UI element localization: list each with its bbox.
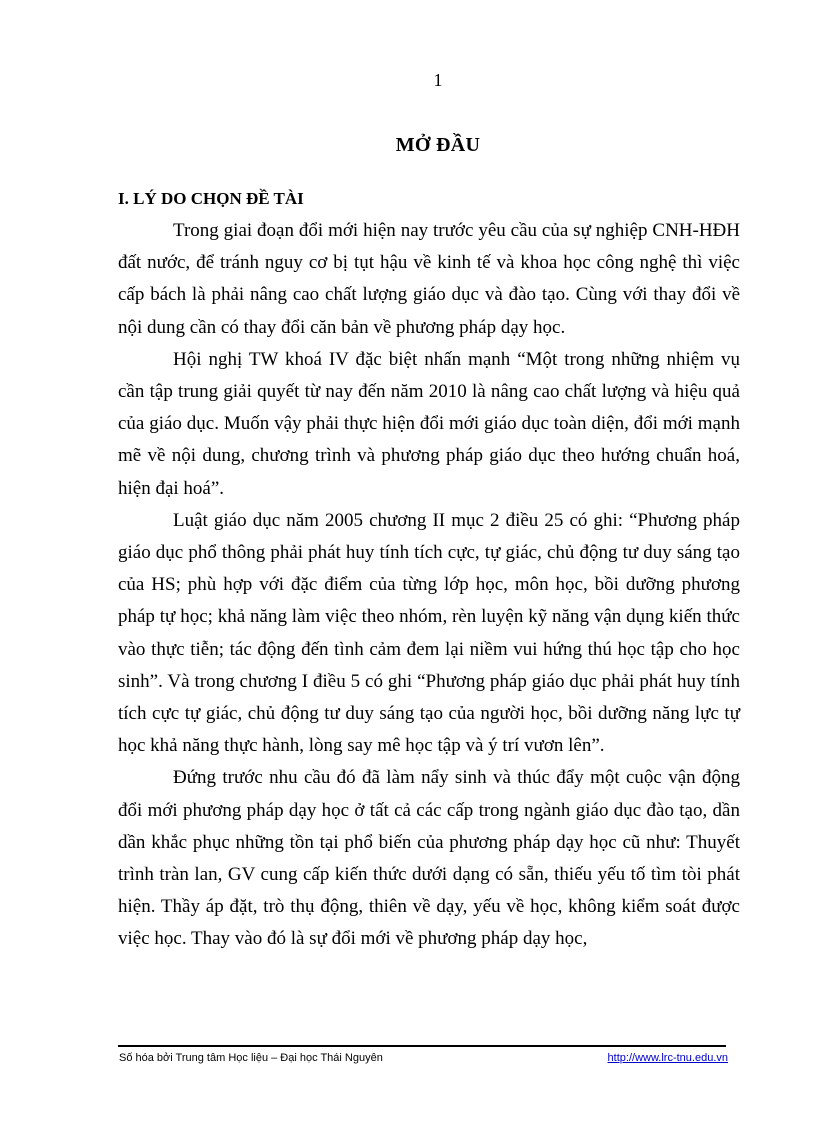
page-number: 1	[433, 70, 443, 90]
footer-divider	[118, 1045, 726, 1047]
footer-credit: Số hóa bởi Trung tâm Học liệu – Đại học Thái Nguyên	[119, 1052, 383, 1064]
page-title: MỞ ĐẦU	[395, 134, 481, 156]
section-heading: I. LÝ DO CHỌN ĐỀ TÀI	[118, 189, 304, 208]
paragraph: Luật giáo dục năm 2005 chương II mục 2 điều 25 có ghi: “Phương pháp giáo dục phổ thông phải phát huy tính tích cực, tự giác, chủ động tư duy sáng tạo của HS; phù hợp với đặc điểm của từng lớp học, môn học, bồi dưỡng phương pháp tự học; khả năng làm việc theo nhóm, rèn luyện kỹ năng vận dụng kiến thức vào thực tiễn; tác động đến tình cảm đem lại niềm vui hứng thú học tập cho học sinh”. Và trong chương I điều 5 có ghi “Phương pháp giáo dục phải phát huy tính tích cực tự giác, chủ động tư duy sáng tạo của người học, bồi dưỡng năng lực tự học khả năng thực hành, lòng say mê học tập và ý trí vươn lên”.	[118, 509, 740, 757]
paragraph: Trong giai đoạn đổi mới hiện nay trước yêu cầu của sự nghiệp CNH-HĐH đất nước, để tránh nguy cơ bị tụt hậu về kinh tế và khoa học công nghệ thì việc cấp bách là phải nâng cao chất lượng giáo dục và đào tạo. Cùng với thay đổi về nội dung cần có thay đổi căn bản về phương pháp dạy học.	[118, 220, 740, 338]
paragraph: Hội nghị TW khoá IV đặc biệt nhấn mạnh “Một trong những nhiệm vụ cần tập trung giải quyết từ nay đến năm 2010 là nâng cao chất lượng và hiệu quả của giáo dục. Muốn vậy phải thực hiện đổi mới giáo dục toàn diện, đổi mới mạnh mẽ về nội dung, chương trình và phương pháp giáo dục theo hướng chuẩn hoá, hiện đại hoá”.	[118, 348, 740, 499]
footer-link[interactable]: http://www.lrc-tnu.edu.vn	[607, 1052, 728, 1064]
body-text	[118, 215, 740, 956]
paragraph: Đứng trước nhu cầu đó đã làm nẩy sinh và thúc đẩy một cuộc vận động đổi mới phương pháp dạy học ở tất cả các cấp trong ngành giáo dục đào tạo, dần dần khắc phục những tồn tại phổ biến của phương pháp dạy học cũ như: Thuyết trình tràn lan, GV cung cấp kiến thức dưới dạng có sẵn, thiếu yếu tố tìm tòi phát hiện. Thầy áp đặt, trò thụ động, thiên về dạy, yếu về học, không kiểm soát được việc học. Thay vào đó là sự đổi mới về phương pháp dạy học,	[118, 767, 740, 950]
